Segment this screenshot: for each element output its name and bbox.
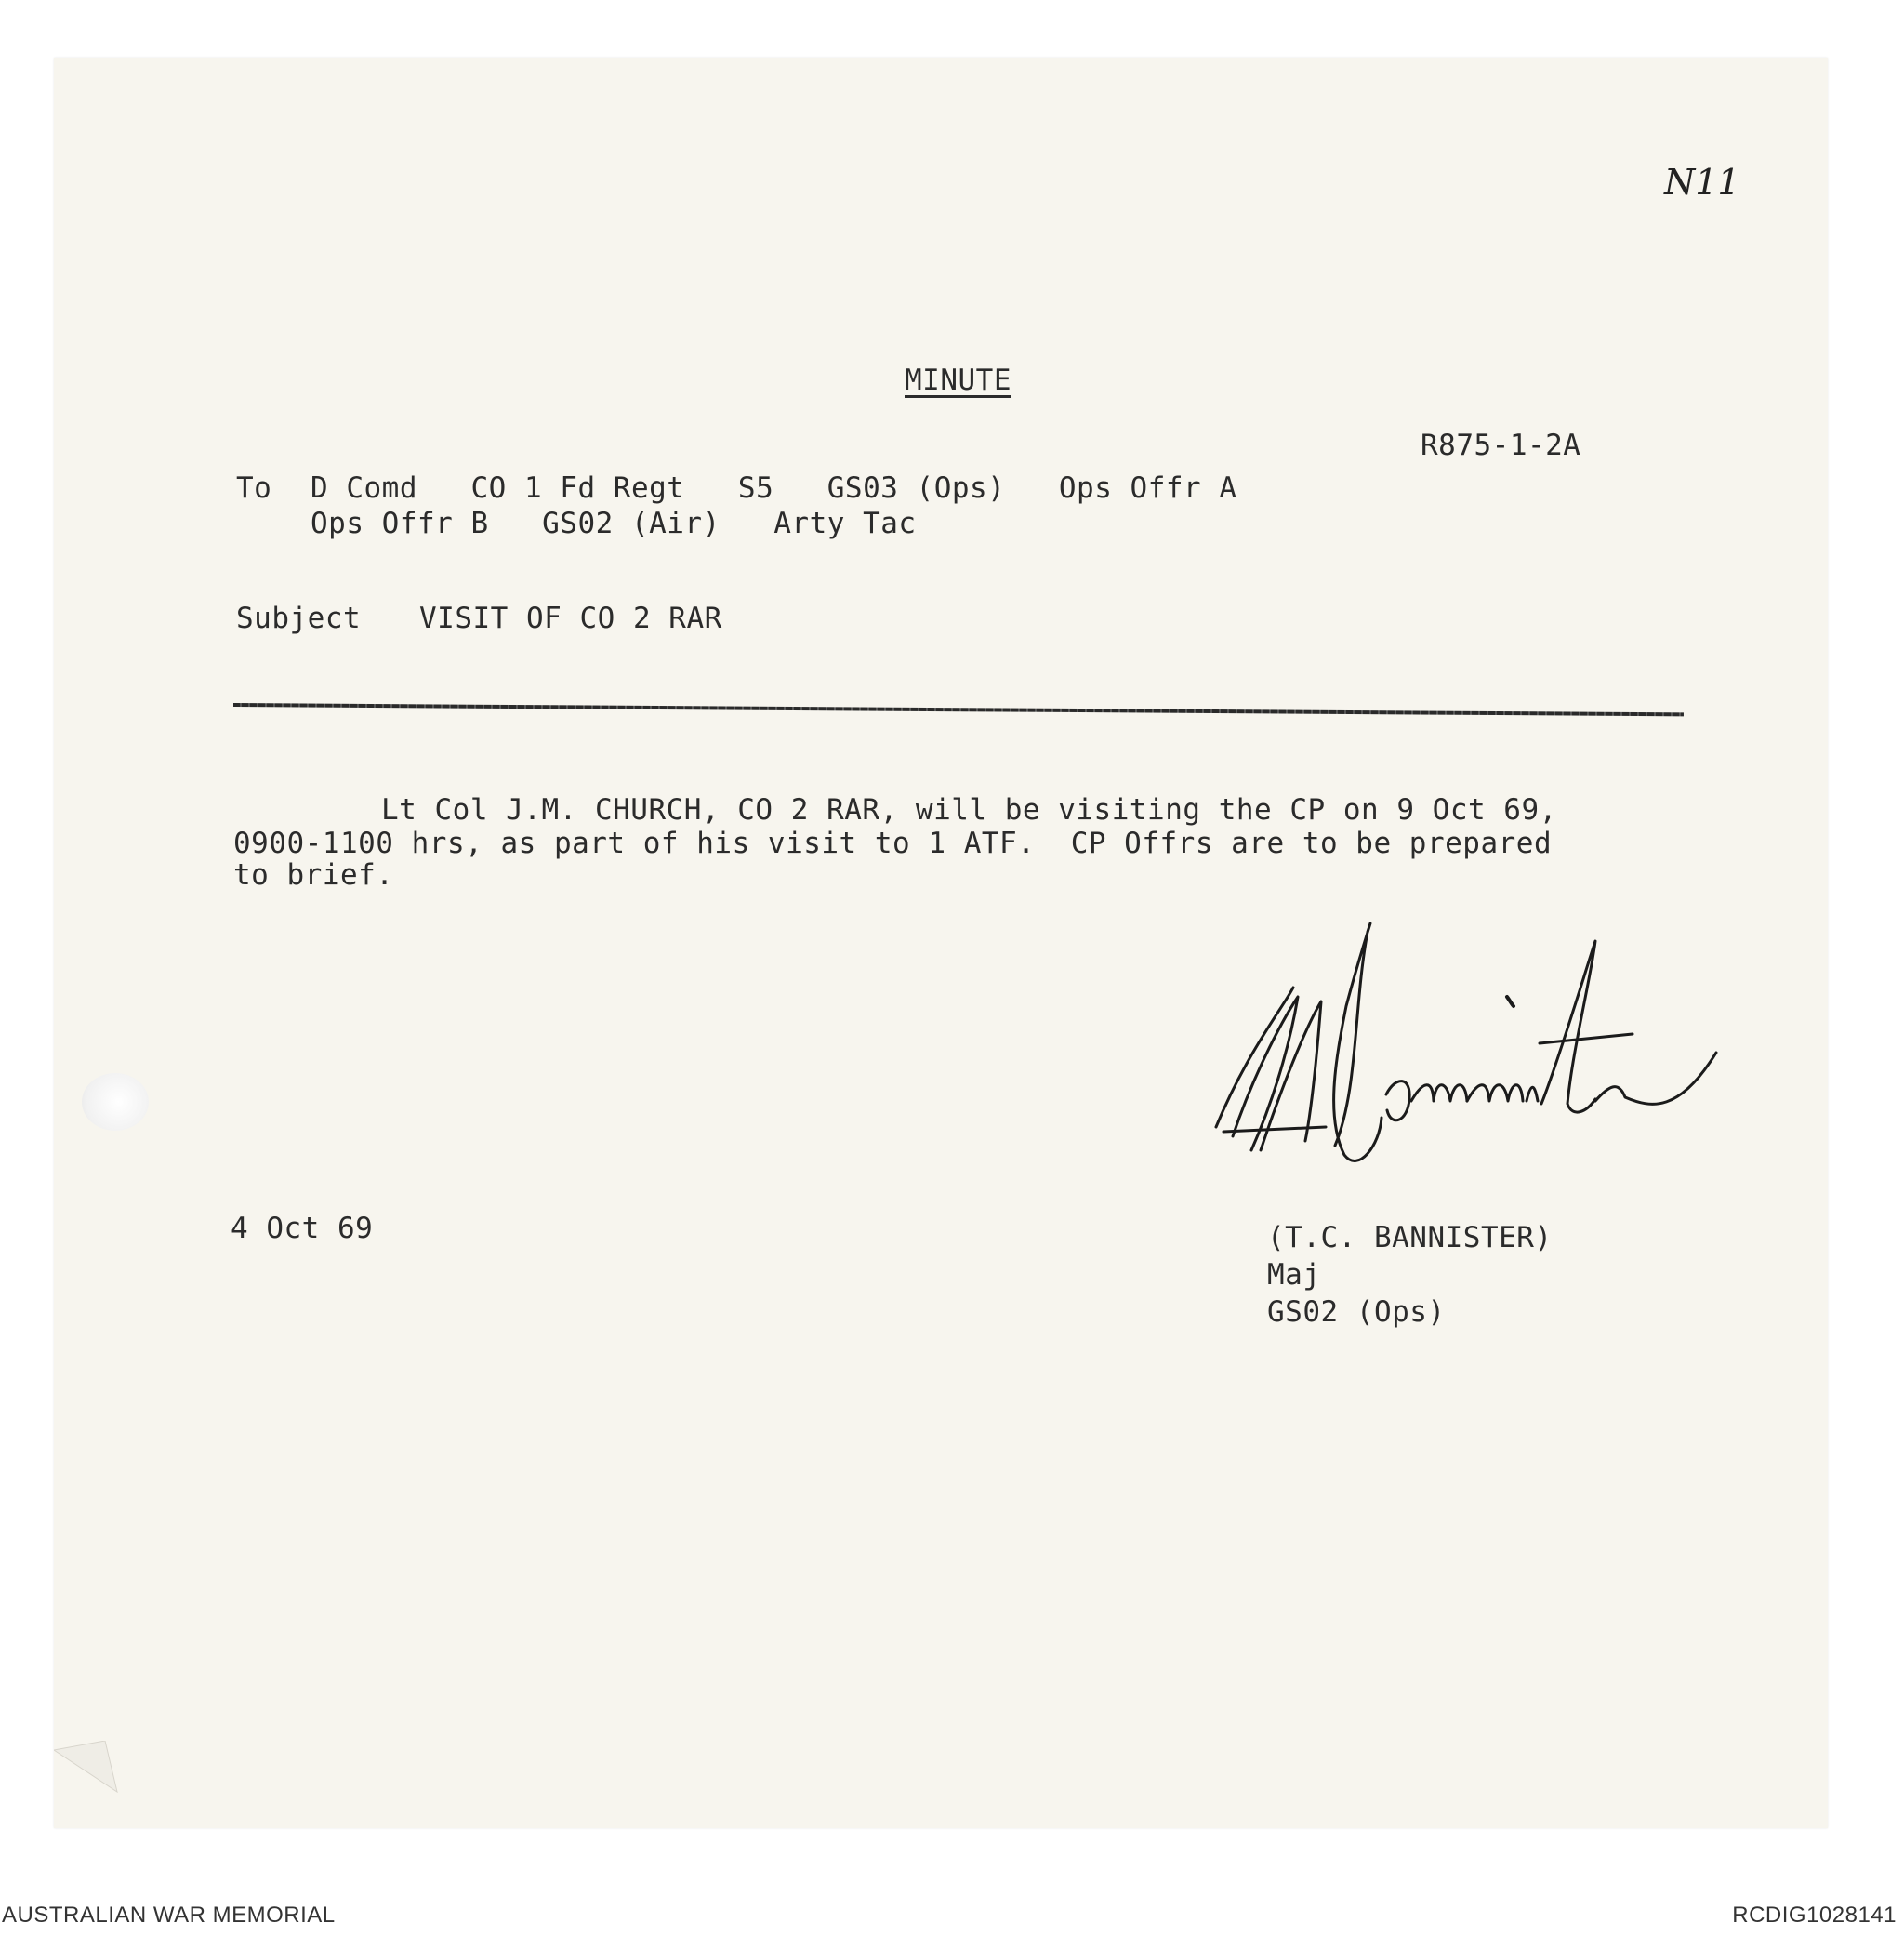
body-line-3: to brief. — [233, 858, 394, 892]
separator-line — [233, 703, 1684, 716]
footer-archive-name: AUSTRALIAN WAR MEMORIAL — [2, 1903, 336, 1928]
signatory-position: GS02 (Ops) — [1267, 1295, 1446, 1329]
signatory-rank: Maj — [1267, 1258, 1321, 1292]
to-label: To — [236, 471, 272, 505]
body-line-2: 0900-1100 hrs, as part of his visit to 1 ATF. CP Offrs are to be prepared — [233, 827, 1553, 860]
document-sheet — [54, 58, 1828, 1828]
handwritten-annotation: N11 — [1664, 162, 1740, 203]
subject-label: Subject — [236, 602, 362, 635]
document-date: 4 Oct 69 — [231, 1212, 374, 1245]
footer-record-id: RCDIG1028141 — [1732, 1903, 1897, 1928]
to-recipients-line-2: Ops Offr B GS02 (Air) Arty Tac — [311, 507, 917, 540]
to-recipients-line-1: D Comd CO 1 Fd Regt S5 GS03 (Ops) Ops Offr A — [311, 471, 1237, 505]
signature-image — [1196, 895, 1763, 1201]
corner-fold-mark — [54, 1741, 119, 1797]
document-title: MINUTE — [905, 364, 1012, 397]
body-line-1: Lt Col J.M. CHURCH, CO 2 RAR, will be visiting the CP on 9 Oct 69, — [381, 793, 1557, 827]
punch-hole — [82, 1073, 149, 1131]
signatory-name: (T.C. BANNISTER) — [1267, 1221, 1553, 1254]
reference-number: R875-1-2A — [1421, 429, 1581, 462]
subject-text: VISIT OF CO 2 RAR — [419, 602, 722, 635]
